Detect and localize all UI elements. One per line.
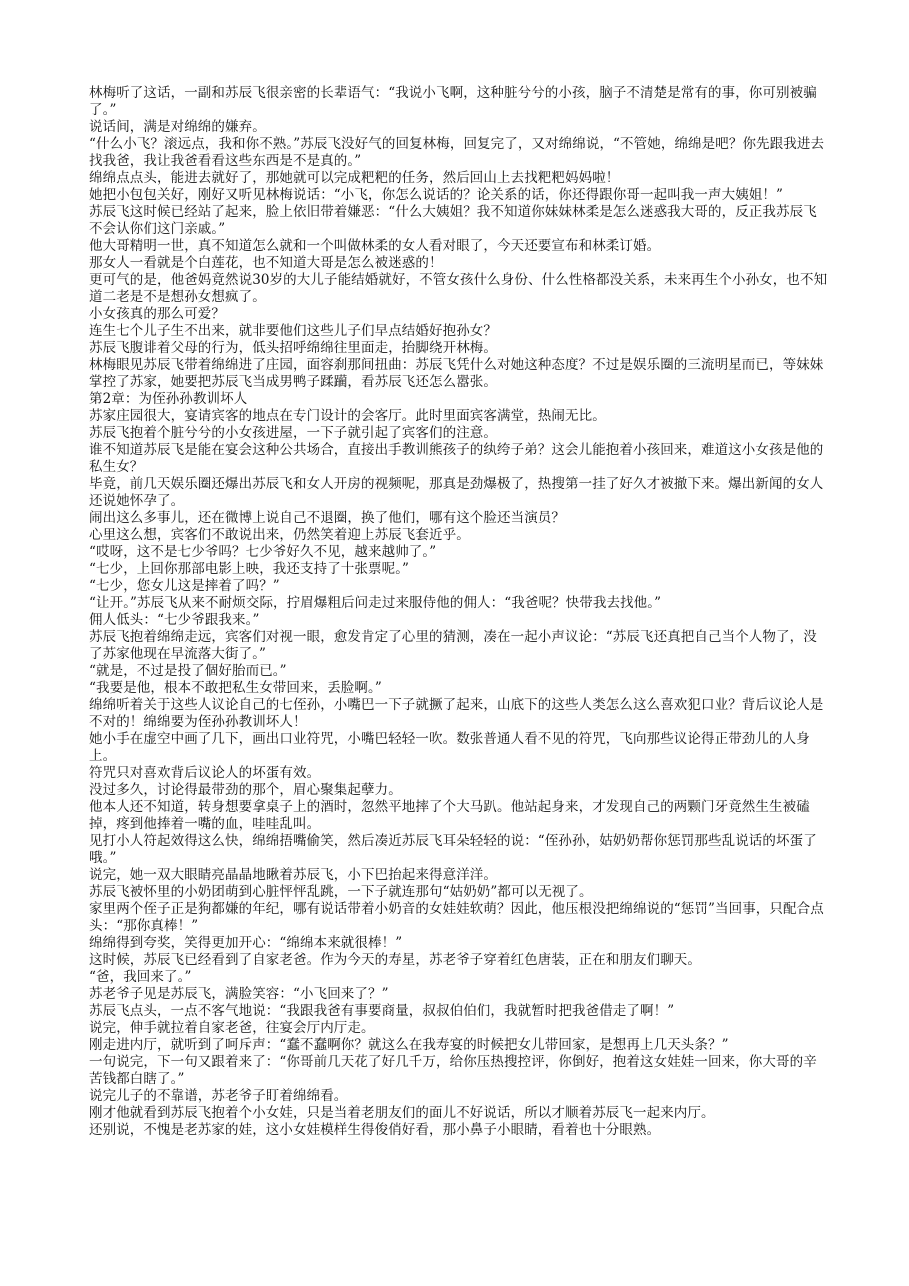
paragraph: 一句说完，下一句又跟着来了：“你哥前几天花了好几千万，给你压热搜控评，你倒好，抱着这女娃娃一回来，你大哥的辛苦钱都白瞎了。” xyxy=(89,1054,817,1087)
paragraph: 佣人低头：“七少爷跟我来。” xyxy=(89,612,260,628)
paragraph: 没过多久，讨论得最带劲的那个，眉心聚集起孽力。 xyxy=(89,782,402,798)
paragraph: 这时候，苏辰飞已经看到了自家老爸。作为今天的寿星，苏老爷子穿着红色唐装，正在和朋友们聊天。 xyxy=(89,952,701,968)
paragraph: 那女人一看就是个白莲花，也不知道大哥是怎么被迷惑的！ xyxy=(89,255,443,271)
paragraph: 闹出这么多事儿，还在微博上说自己不退圈，换了他们，哪有这个脸还当演员？ xyxy=(89,510,565,526)
paragraph: 苏辰飞这时候已经站了起来，脸上依旧带着嫌恶：“什么大姨姐？我不知道你妹妹林柔是怎么迷惑我大哥的，反正我苏辰飞不会认你们这门亲戚。” xyxy=(89,204,817,237)
paragraph: 苏辰飞腹诽着父母的行为，低头招呼绵绵往里面走，抬脚绕开林梅。 xyxy=(89,340,497,356)
paragraph: 见打小人符起效得这么快，绵绵捂嘴偷笑，然后凑近苏辰飞耳朵轻轻的说：“侄孙孙，姑奶奶帮你惩罚那些乱说话的坏蛋了哦。” xyxy=(89,833,817,866)
paragraph: 林梅眼见苏辰飞带着绵绵进了庄园，面容刹那间扭曲：苏辰飞凭什么对她这种态度？不过是娱乐圈的三流明星而已，等妹妹掌控了苏家，她要把苏辰飞当成男鸭子蹂躏，看苏辰飞还怎么嚣张。 xyxy=(89,357,824,390)
paragraph: 谁不知道苏辰飞是能在宴会这种公共场合，直接出手教训熊孩子的纨绔子弟？这会儿能抱着小孩回来，难道这小女孩是他的私生女？ xyxy=(89,442,824,475)
paragraph: “就是，不过是投了個好胎而已。” xyxy=(89,663,287,679)
paragraph: “让开。”苏辰飞从来不耐烦交际，拧眉爆粗后问走过来服侍他的佣人：“我爸呢？快带我去找他。” xyxy=(89,595,662,611)
paragraph: 更可气的是，他爸妈竟然说30岁的大儿子能结婚就好，不管女孩什么身份、什么性格都没关系，未来再生个小孙女，也不知道二老是不是想孙女想疯了。 xyxy=(89,272,828,305)
paragraph: 苏辰飞点头，一点不客气地说：“我跟我爸有事要商量，叔叔伯伯们，我就暂时把我爸借走了啊！” xyxy=(89,1003,675,1019)
paragraph: 符咒只对喜欢背后议论人的坏蛋有效。 xyxy=(89,765,321,781)
paragraph: 说完，她一双大眼睛亮晶晶地瞅着苏辰飞，小下巴抬起来得意洋洋。 xyxy=(89,867,497,883)
paragraph: 苏辰飞抱着个脏兮兮的小女孩进屋，一下子就引起了宾客们的注意。 xyxy=(89,425,497,441)
paragraph: 小女孩真的那么可爱？ xyxy=(89,306,225,322)
paragraph: 绵绵点点头，能进去就好了，那她就可以完成粑粑的任务，然后回山上去找粑粑妈妈啦！ xyxy=(89,170,620,186)
chapter-heading: 第2章：为侄孙孙教训坏人 xyxy=(89,391,248,407)
paragraph: 说话间，满是对绵绵的嫌弃。 xyxy=(89,119,266,135)
paragraph: 他大哥精明一世，真不知道怎么就和一个叫做林柔的女人看对眼了，今天还要宣布和林柔订婚。 xyxy=(89,238,661,254)
paragraph: 说完儿子的不靠谱，苏老爷子盯着绵绵看。 xyxy=(89,1088,348,1104)
paragraph: “哎呀，这不是七少爷吗？七少爷好久不见，越来越帅了。” xyxy=(89,544,437,560)
paragraph: 林梅听了这话，一副和苏辰飞很亲密的长辈语气：“我说小飞啊，这种脏兮兮的小孩，脑子不清楚是常有的事，你可别被骗了。” xyxy=(89,85,817,118)
paragraph: 说完，伸手就拉着自家老爸，往宴会厅内厅走。 xyxy=(89,1020,375,1036)
paragraph: 心里这么想，宾客们不敢说出来，仍然笑着迎上苏辰飞套近乎。 xyxy=(89,527,470,543)
paragraph: 他本人还不知道，转身想要拿桌子上的酒时，忽然平地摔了个大马趴。他站起身来，才发现自己的两颗门牙竟然生生被磕掉，疼到他捧着一嘴的血，哇哇乱叫。 xyxy=(89,799,810,832)
document-body xyxy=(89,85,829,1139)
paragraph: “爸，我回来了。” xyxy=(89,969,192,985)
paragraph: “七少，上回你那部电影上映，我还支持了十张票呢。” xyxy=(89,561,410,577)
paragraph: 绵绵得到夸奖，笑得更加开心：“绵绵本来就很棒！” xyxy=(89,935,403,951)
paragraph: 绵绵听着关于这些人议论自己的七侄孙，小嘴巴一下子就撅了起来，山底下的这些人类怎么这么喜欢犯口业？背后议论人是不对的！绵绵要为侄孙孙教训坏人！ xyxy=(89,697,824,730)
paragraph: “七少，您女儿这是摔着了吗？” xyxy=(89,578,280,594)
paragraph: 刚走进内厅，就听到了呵斥声：“蠢不蠢啊你？就这么在我寿宴的时候把女儿带回家，是想再上几天头条？” xyxy=(89,1037,729,1053)
paragraph: “什么小飞？滚远点，我和你不熟。”苏辰飞没好气的回复林梅，回复完了，又对绵绵说，“不管她，绵绵是吧？你先跟我进去找我爸，我让我爸看看这些东西是不是真的。” xyxy=(89,136,825,169)
paragraph: 她把小包包关好，刚好又听见林梅说话：“小飞，你怎么说话的？论关系的话，你还得跟你哥一起叫我一声大姨姐！” xyxy=(89,187,784,203)
paragraph: 她小手在虚空中画了几下，画出口业符咒，小嘴巴轻轻一吹。数张普通人看不见的符咒，飞向那些议论得正带劲儿的人身上。 xyxy=(89,731,810,764)
paragraph: 还别说，不愧是老苏家的娃，这小女娃模样生得俊俏好看，那小鼻子小眼睛，看着也十分眼熟。 xyxy=(89,1122,661,1138)
paragraph: 苏辰飞抱着绵绵走远，宾客们对视一眼，愈发肯定了心里的猜测，凑在一起小声议论：“苏辰飞还真把自己当个人物了，没了苏家他现在早流落大街了。” xyxy=(89,629,817,662)
paragraph: 连生七个儿子生不出来，就非要他们这些儿子们早点结婚好抱孙女？ xyxy=(89,323,497,339)
paragraph: 苏家庄园很大，宴请宾客的地点在专门设计的会客厅。此时里面宾客满堂，热闹无比。 xyxy=(89,408,606,424)
paragraph: “我要是他，根本不敢把私生女带回来，丢脸啊。” xyxy=(89,680,382,696)
paragraph: 家里两个侄子正是狗都嫌的年纪，哪有说话带着小奶音的女娃娃软萌？因此，他压根没把绵绵说的“惩罚”当回事，只配合点头：“那你真棒！” xyxy=(89,901,824,934)
paragraph: 苏辰飞被怀里的小奶团萌到心脏怦怦乱跳，一下子就连那句“姑奶奶”都可以无视了。 xyxy=(89,884,593,900)
paragraph: 苏老爷子见是苏辰飞，满脸笑容：“小飞回来了？” xyxy=(89,986,389,1002)
paragraph: 毕竟，前几天娱乐圈还爆出苏辰飞和女人开房的视频呢，那真是劲爆极了，热搜第一挂了好久才被撤下来。爆出新闻的女人还说她怀孕了。 xyxy=(89,476,824,509)
paragraph: 刚才他就看到苏辰飞抱着个小女娃，只是当着老朋友们的面儿不好说话，所以才顺着苏辰飞一起来内厅。 xyxy=(89,1105,715,1121)
